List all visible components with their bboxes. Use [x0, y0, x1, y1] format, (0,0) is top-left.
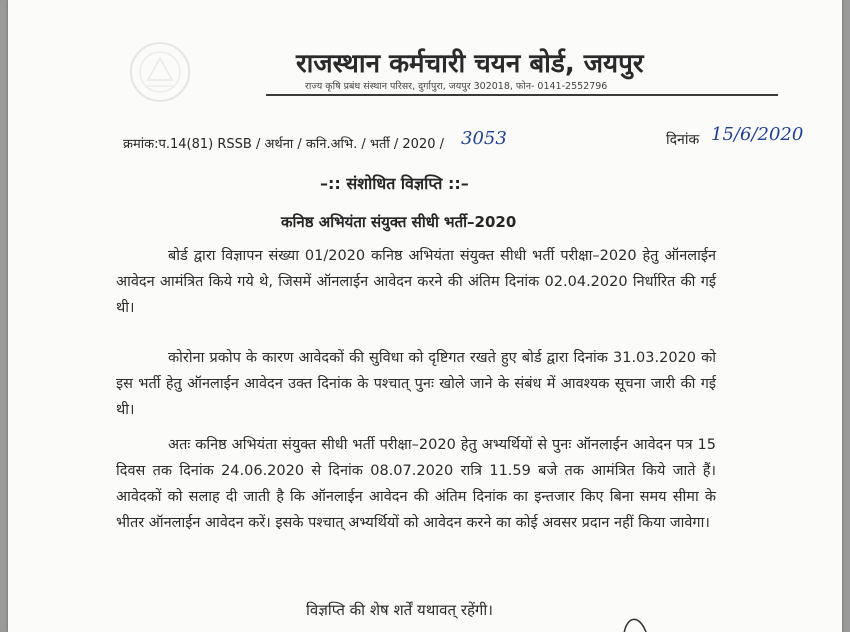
notice-page: [8, 0, 842, 632]
date-handwritten: 15/6/2020: [711, 124, 804, 145]
body-paragraph: बोर्ड द्वारा विज्ञापन संख्या 01/2020 कनिष्ठ अभियंता संयुक्त सीधी भर्ती परीक्षा–2020 हेतु ऑनलाईन आवेदन आमंत्रित किये गये थे, जिसमें ऑनलाईन आवेदन करने की अंतिम दिनांक 02.04.2020 निर्धारित की गई थी।: [116, 248, 716, 316]
header-divider: [266, 94, 778, 96]
rssb-emblem-icon: [128, 40, 192, 104]
reference-number-handwritten: 3053: [461, 128, 507, 149]
body-paragraph: अतः कनिष्ठ अभियंता संयुक्त सीधी भर्ती परीक्षा–2020 हेतु अभ्यर्थियों से पुनः ऑनलाईन आवेदन पत्र 15 दिवस तक दिनांक 24.06.2020 से दिनांक 08.07.2020 रात्रि 11.59 बजे तक आमंत्रित किये जाते हैं। आवेदकों को सलाह दी जाती है कि ऑनलाईन आवेदन की अंतिम दिनांक का इन्तजार किए बिना समय सीमा के भीतर ऑनलाईन आवेदन करें। इसके पश्चात् अभ्यर्थियों को आवेदन करने का कोई अवसर प्रदान नहीं किया जावेगा।: [116, 437, 716, 531]
signature-mark-icon: [620, 610, 650, 632]
closing-line: विज्ञप्ति की शेष शर्तें यथावत् रहेंगी।: [306, 601, 493, 619]
org-name: राजस्थान कर्मचारी चयन बोर्ड, जयपुर: [296, 49, 644, 79]
notice-subject: कनिष्ठ अभियंता संयुक्त सीधी भर्ती–2020: [281, 213, 517, 231]
org-address: राज्य कृषि प्रबंध संस्थान परिसर, दुर्गापुरा, जयपुर 302018, फोन- 0141-2552796: [305, 81, 608, 92]
body-paragraph: कोरोना प्रकोप के कारण आवेदकों की सुविधा को दृष्टिगत रखते हुए बोर्ड द्वारा दिनांक 31.03.2020 को इस भर्ती हेतु ऑनलाईन आवेदन उक्त दिनांक के पश्चात् पुनः खोले जाने के संबंध में आवश्यक सूचना जारी की गई थी।: [116, 350, 716, 418]
date-label: दिनांक: [666, 132, 700, 148]
notice-title: –:: संशोधित विज्ञप्ति ::–: [320, 174, 469, 193]
reference-number: क्रमांक:प.14(81) RSSB / अर्थना / कनि.अभि. / भर्ती / 2020 /: [123, 137, 445, 152]
